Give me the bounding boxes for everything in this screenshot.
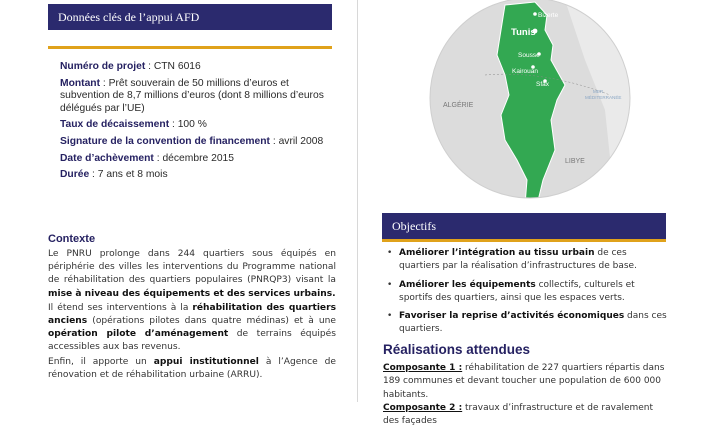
sea-label-line1: MER <box>593 89 604 94</box>
city-label-kairouan: Kairouan <box>512 68 539 75</box>
key-data-banner: Données clés de l’appui AFD <box>48 4 332 30</box>
country-label-libye: LIBYE <box>565 158 585 165</box>
fact-amount: Montant : Prêt souverain de 50 millions d’euros et subvention de 8,7 millions d’euros (dont 8 millions d’euros délégués par l’UE) <box>60 77 324 114</box>
column-divider <box>357 0 358 402</box>
gold-divider <box>48 46 332 49</box>
city-label-tunis: Tunis <box>511 27 536 38</box>
realisations-title: Réalisations attendues <box>383 342 531 357</box>
fact-project-number: Numéro de projet : CTN 6016 <box>60 61 201 72</box>
list-item: • Améliorer les équipements collectifs, culturels et sportifs des quartiers, ainsi que les espaces verts. <box>385 279 670 306</box>
city-label-sfax: Sfax <box>536 81 550 88</box>
city-label-sousse: Sousse <box>518 52 540 59</box>
fact-signature: Signature de la convention de financement : avril 2008 <box>60 135 324 147</box>
objectives-list <box>385 247 670 342</box>
list-item: • Favoriser la reprise d’activités économiques dans ces quartiers. <box>385 310 670 337</box>
fact-completion: Date d’achèvement : décembre 2015 <box>60 152 234 164</box>
city-label-bizerte: Bizerte <box>538 12 559 19</box>
key-facts <box>60 61 335 186</box>
sea-label-line2: MÉDITERRANÉE <box>585 95 622 100</box>
context-paragraph-3: Enfin, il apporte un appui institutionnel à l’Agence de rénovation et de réhabilitation urbaine (ARRU). <box>48 356 336 380</box>
list-item: • Améliorer l’intégration au tissu urbain de ces quartiers par la réalisation d’infrastructures de base. <box>385 247 670 274</box>
fact-duration: Durée : 7 ans et 8 mois <box>60 169 168 181</box>
context-title: Contexte <box>48 233 96 245</box>
tunisia-map <box>425 0 645 205</box>
context-paragraph-1: Le PNRU prolonge dans 244 quartiers sous équipés en périphérie des villes les interventions du Programme national de réhabilitation des quartiers populaires (PNRQP3) visant la mise à niveau des équipements et des services urbains. <box>48 249 336 299</box>
fact-disbursement: Taux de décaissement : 100 % <box>60 119 207 131</box>
gold-divider <box>382 239 666 242</box>
country-label-algerie: ALGÉRIE <box>443 102 474 109</box>
context-text <box>48 248 336 383</box>
component-2: Composante 2 : travaux d’infrastructure et de ravalement des façades <box>383 402 654 427</box>
context-paragraph-2: Il étend ses interventions à la réhabilitation des quartiers anciens (opérations pilotes dans quatre médinas) et à une opération pilote d’aménagement de terrains équipés accessibles aux bas revenus. <box>48 302 336 353</box>
component-1: Composante 1 : réhabilitation de 227 quartiers répartis dans 189 communes et devant toucher une population de 600 000 habitants. <box>383 363 665 400</box>
objectives-banner: Objectifs <box>382 213 666 239</box>
realisations-text <box>383 362 668 428</box>
